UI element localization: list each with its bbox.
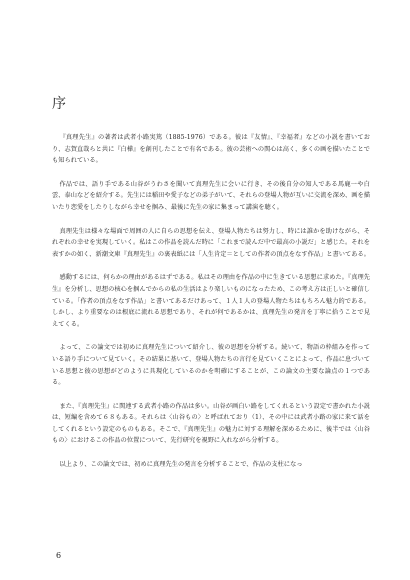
- body-text: [52, 132, 370, 471]
- paragraph: 真理先生は様々な場面で周囲の人に自らの思想を伝え、登場人物たちは努力し、時には誰かを助けながら、それぞれの幸せを実現していく。私はこの作品を読んだ時に「これまで読んだ中で最高の小説だ」と感じた。それを表すかの如く、新潮文庫『真理先生』の裏表紙には「人生肯定＝としての作者の頂点をなす作品」と書いてある。: [52, 227, 370, 258]
- paragraph: 作品では、語り手である山谷がうわさを聞いて真理先生に会いに行き、その後自分の知人である馬鹿一や白雲、泰山などを紹介する。先生には稲田や愛子などの弟子がいて、それらの登場人物が互いに交流を深め、画を描いたり恋愛をしたりしながら幸せを掴み、最後に先生の家に集まって講演を聴く。: [52, 180, 370, 211]
- paragraph: 以上より、この論文では、初めに真理先生の発言を分析することで、作品の支柱になっ: [59, 461, 303, 469]
- paragraph: 感動するには、何らかの理由があるはずである。私はその理由を作品の中に生きている思想に求めた。『真理先生』を分析し、思想の核心を掴んでからの私の生活はより楽しいものになったため、この考え方は正しいと確信している。「作者の頂点をなす作品」と書いてあるだけあって、１人１人の登場人物たちはもちろん魅力的である。しかし、より重要なのは根底に流れる思想であり、それが何であるかは、真理先生の発言を丁寧に拾うことで見えてくる。: [52, 274, 370, 328]
- paragraph: よって、この論文では初めに真理先生について紹介し、彼の思想を分析する。続いて、物語の枠組みを作っている語り手について見ていく。その結果に基いて、登場人物たちの言行を見ていくことによって、作品に息づいている思想と彼の思想がどのように具現化しているのかを明確にすることが、この論文の主要な論点の１つである。: [52, 344, 370, 387]
- section-heading: 序: [52, 96, 66, 112]
- paragraph: 『真理先生』の著者は武者小路実篤（1885-1976）である。彼は『友情』、『幸福者』などの小説を書いており、志賀直哉らと共に『白樺』を創刊したことで有名である。彼の芸術への関心は高く、多くの画を描いたことでも知られている。: [52, 134, 370, 165]
- paragraph: また、『真理先生』に関連する武者小路の作品は多い。山谷が画白い路をしてくれるという設定で書かれた小説は、短編を含めて６８もある。それらは〈山谷もの〉と呼ばれており（1）、その中には武者小路の家に来て話をしてくれるという設定のものもある。そこで、『真理先生』の魅力に対する理解を深めるために、後半では〈山谷もの〉におけるこの作品の位置について、先行研究を視野に入れながら分析する。: [52, 402, 370, 445]
- page-number: 6: [56, 551, 62, 560]
